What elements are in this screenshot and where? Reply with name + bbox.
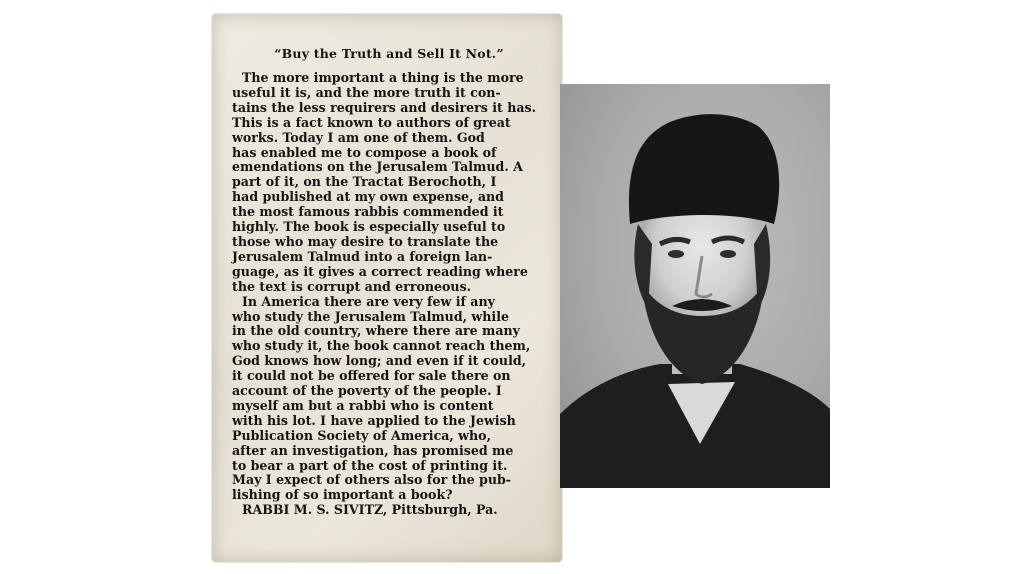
text-line: who study the Jerusalem Talmud, while xyxy=(232,308,509,324)
text-line: myself am but a rabbi who is content xyxy=(232,397,494,413)
text-line: highly. The book is especially useful to xyxy=(232,219,506,235)
text-line: those who may desire to translate the xyxy=(232,233,499,249)
text-line: Jerusalem Talmud into a foreign lan- xyxy=(232,248,493,264)
text-line: to bear a part of the cost of printing it. xyxy=(232,457,508,473)
signature: RABBI M. S. SIVITZ, Pittsburgh, Pa. xyxy=(242,502,498,518)
text-line: the text is corrupt and erroneous. xyxy=(232,278,472,294)
eye-left xyxy=(668,250,684,258)
text-line: tains the less requirers and desirers it has. xyxy=(232,99,537,115)
eye-right xyxy=(720,250,736,258)
text-line: account of the poverty of the people. I xyxy=(232,383,502,399)
text-line: after an investigation, has promised me xyxy=(232,442,514,458)
hat-shape xyxy=(629,114,779,224)
portrait-photo xyxy=(560,84,830,488)
portrait-illustration xyxy=(560,84,830,488)
text-line: God knows how long; and even if it could, xyxy=(232,353,527,369)
text-line: it could not be offered for sale there on xyxy=(232,368,511,384)
paragraph-1 xyxy=(232,71,546,295)
text-line: part of it, on the Tractat Berochoth, I xyxy=(232,174,497,190)
text-line: with his lot. I have applied to the Jewish xyxy=(232,412,516,428)
paragraph-2 xyxy=(232,295,546,504)
text-line: May I expect of others also for the pub- xyxy=(232,472,512,488)
text-line: who study it, the book cannot reach them, xyxy=(232,338,531,354)
text-line: emendations on the Jerusalem Talmud. A xyxy=(232,159,523,175)
text-line: had published at my own expense, and xyxy=(232,189,504,205)
text-line: Publication Society of America, who, xyxy=(232,427,491,443)
text-line: guage, as it gives a correct reading where xyxy=(232,263,528,279)
text-line: lishing of so important a book? xyxy=(232,487,453,503)
text-line: works. Today I am one of them. God xyxy=(232,129,485,145)
text-line: In America there are very few if any xyxy=(242,293,495,309)
clipping-card xyxy=(212,14,562,562)
text-line: useful it is, and the more truth it con- xyxy=(232,84,501,100)
clipping-title: “Buy the Truth and Sell It Not.” xyxy=(274,46,504,61)
text-line: the most famous rabbis commended it xyxy=(232,204,504,220)
text-line: This is a fact known to authors of great xyxy=(232,114,511,130)
text-line: in the old country, where there are many xyxy=(232,323,520,339)
text-line: has enabled me to compose a book of xyxy=(232,144,497,160)
text-line: The more important a thing is the more xyxy=(242,70,524,85)
